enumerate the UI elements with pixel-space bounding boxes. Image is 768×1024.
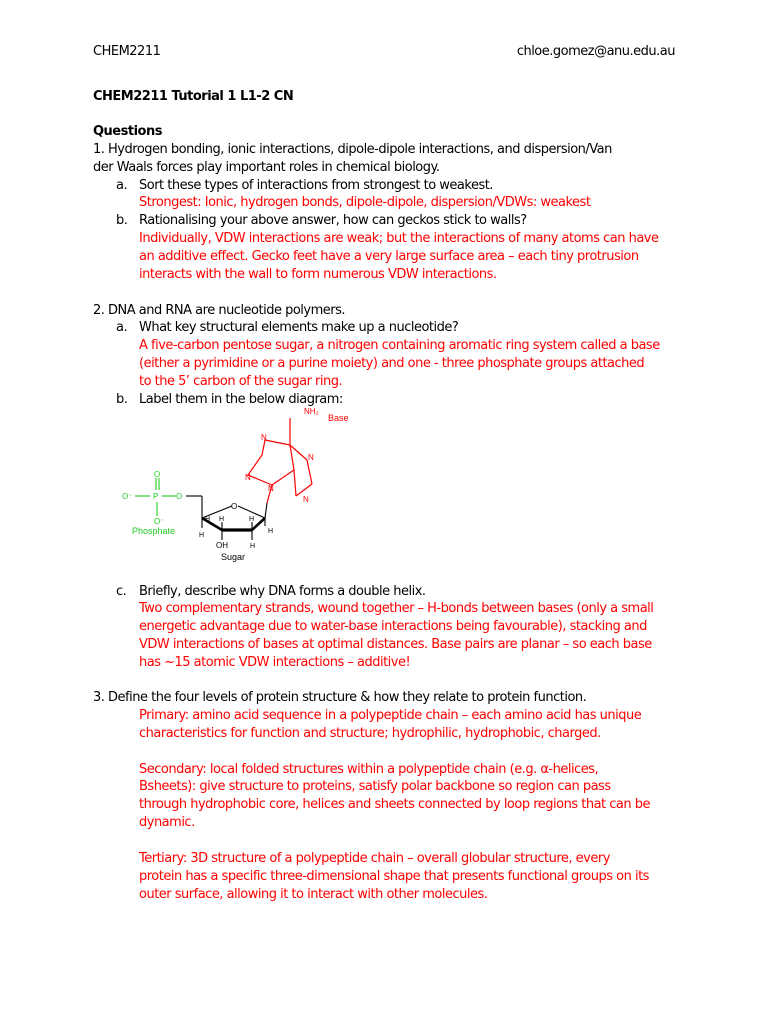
q3-secondary-line-4: dynamic. — [139, 815, 195, 830]
q3-secondary-line-1: Secondary: local folded structures within a polypeptide chain (e.g. α-helices, — [139, 762, 599, 777]
q2b-marker: b. — [116, 392, 128, 407]
sugar-h-3: H — [249, 516, 255, 523]
q3-tertiary-line-3: outer surface, allowing it to interact with other molecules. — [139, 887, 488, 902]
q3-primary-line-1: Primary: amino acid sequence in a polypeptide chain – each amino acid has unique — [139, 708, 642, 723]
nucleotide-diagram — [110, 400, 360, 568]
q2a-answer-line-2: (either a pyrimidine or a purine moiety) and one - three phosphate groups attached — [139, 356, 645, 371]
phosphate-o-bottom: O⁻ — [154, 517, 165, 526]
sugar-h-6: H — [250, 543, 256, 550]
q3-tertiary-line-2: protein has a specific three-dimensional shape that presents functional groups on its — [139, 869, 649, 884]
sugar-o: O — [231, 502, 238, 511]
q1b-answer-line-1: Individually, VDW interactions are weak; but the interactions of many atoms can have — [139, 231, 659, 246]
phosphate-o-left: O⁻ — [122, 492, 133, 501]
q1a-marker: a. — [116, 178, 128, 193]
q1b-answer-line-3: interacts with the wall to form numerous VDW interactions. — [139, 267, 497, 282]
n-label-1: N — [261, 433, 267, 442]
document-title: CHEM2211 Tutorial 1 L1-2 CN — [93, 89, 294, 104]
n-label-2: N — [308, 453, 314, 462]
q1b-question: Rationalising your above answer, how can geckos stick to walls? — [139, 213, 527, 228]
base-label: Base — [328, 413, 349, 423]
sugar-h-2: H — [219, 516, 225, 523]
q2a-marker: a. — [116, 320, 128, 335]
q2c-answer-line-3: VDW interactions of bases at optimal distances. Base pairs are planar – so each base — [139, 637, 652, 652]
q2c-answer-line-2: energetic advantage due to water-base interactions being favourable), stacking and — [139, 619, 647, 634]
q1a-answer: Strongest: Ionic, hydrogen bonds, dipole-dipole, dispersion/VDWs: weakest — [139, 195, 591, 210]
q1-text-line-2: der Waals forces play important roles in chemical biology. — [93, 160, 440, 175]
q1a-question: Sort these types of interactions from strongest to weakest. — [139, 178, 493, 193]
nh2-label: NH₂ — [304, 407, 319, 416]
sugar-h-5: H — [268, 528, 274, 535]
q3-tertiary-line-1: Tertiary: 3D structure of a polypeptide chain – overall globular structure, every — [139, 851, 610, 866]
q1b-answer-line-2: an additive effect. Gecko feet have a very large surface area – each tiny protrusion — [139, 249, 639, 264]
q2c-answer-line-4: has ~15 atomic VDW interactions – additive! — [139, 655, 411, 670]
phosphate-label: Phosphate — [132, 526, 176, 536]
q1-text-line-1: 1. Hydrogen bonding, ionic interactions, dipole-dipole interactions, and dispersion/Van — [93, 142, 612, 157]
sugar-h-4: H — [199, 532, 205, 539]
q2c-answer-line-1: Two complementary strands, wound together – H-bonds between bases (only a small — [139, 601, 654, 616]
base-structure — [248, 418, 312, 503]
phosphate-o-right: O — [176, 492, 183, 501]
q3-secondary-line-3: through hydrophobic core, helices and sheets connected by loop regions that can be — [139, 797, 651, 812]
sugar-h-1: H — [205, 516, 211, 523]
n-label-3: N — [245, 473, 251, 482]
header-email: chloe.gomez@anu.edu.au — [516, 44, 675, 59]
q2-text: 2. DNA and RNA are nucleotide polymers. — [93, 303, 346, 318]
q2b-question: Label them in the below diagram: — [139, 392, 343, 407]
sugar-oh: OH — [216, 541, 228, 550]
header-course: CHEM2211 — [93, 44, 161, 59]
sugar-label: Sugar — [221, 552, 246, 562]
q3-text: 3. Define the four levels of protein structure & how they relate to protein function. — [93, 690, 587, 705]
phosphate-o-top: O — [154, 470, 161, 479]
q2a-answer-line-1: A five-carbon pentose sugar, a nitrogen containing aromatic ring system called a base — [139, 338, 660, 353]
n-label-4: N — [268, 484, 274, 493]
q2c-marker: c. — [116, 584, 127, 599]
phosphate-p: P — [153, 492, 159, 501]
q1b-marker: b. — [116, 213, 128, 228]
q2a-question: What key structural elements make up a nucleotide? — [139, 320, 459, 335]
q2c-question: Briefly, describe why DNA forms a double helix. — [139, 584, 426, 599]
q2a-answer-line-3: to the 5’ carbon of the sugar ring. — [139, 374, 343, 389]
questions-heading: Questions — [93, 124, 162, 139]
q3-primary-line-2: characteristics for function and structure; hydrophilic, hydrophobic, charged. — [139, 726, 601, 741]
n-label-5: N — [303, 495, 309, 504]
q3-secondary-line-2: Bsheets): give structure to proteins, satisfy polar backbone so region can pass — [139, 779, 611, 794]
